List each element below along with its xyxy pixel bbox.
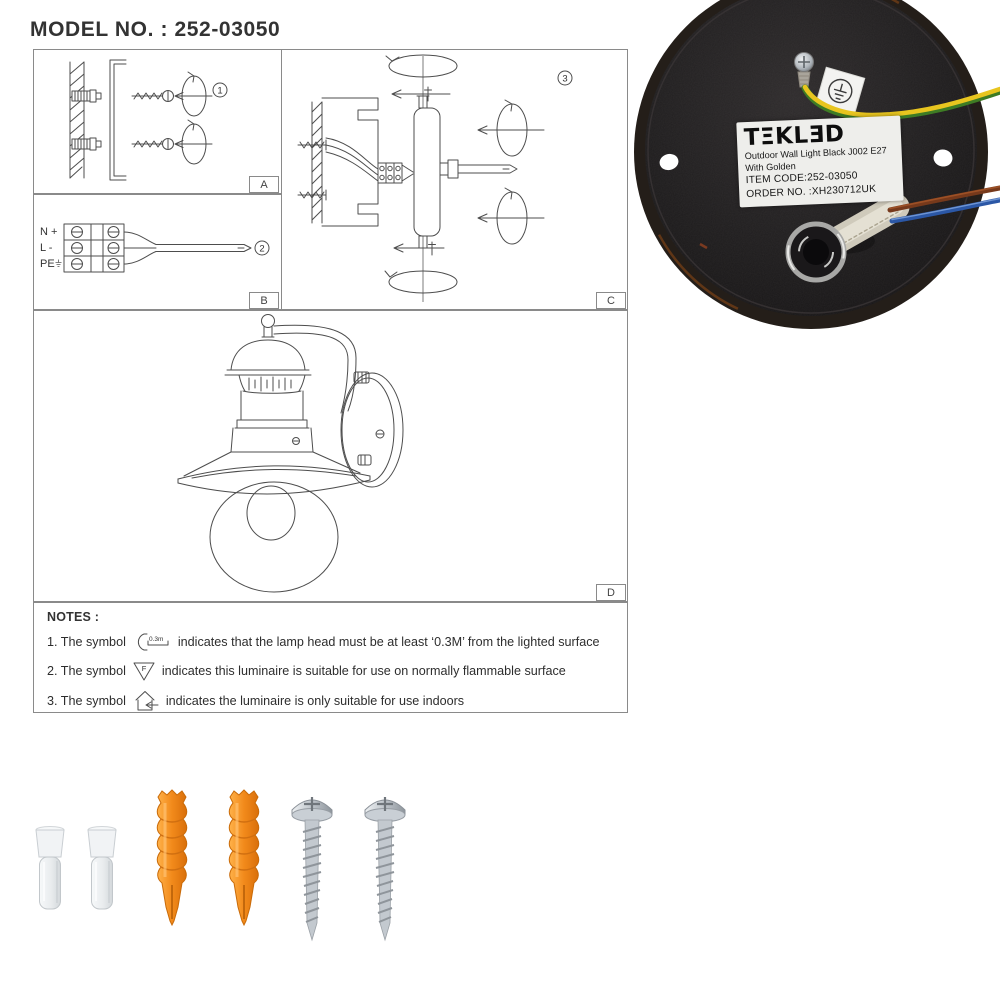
svg-text:F: F: [141, 664, 147, 673]
terminal-label-earth: PE: [40, 258, 55, 270]
panel-label-c: C: [596, 292, 626, 309]
power-cable: [440, 160, 517, 178]
svg-text:0.3m: 0.3m: [148, 636, 164, 643]
panel-d-lamp-illustration: [34, 310, 629, 601]
note-prefix: 2. The symbol: [47, 664, 126, 678]
notes-heading: NOTES :: [47, 610, 100, 624]
terminal-block-icon: [64, 224, 124, 272]
label-line-item-code: ITEM CODE:252-03050: [745, 170, 858, 187]
svg-text:3: 3: [562, 73, 568, 85]
cable-wires: [124, 232, 251, 264]
svg-text:2: 2: [259, 243, 265, 255]
panel-b-wiring-diagram: [34, 194, 282, 309]
svg-text:1: 1: [217, 85, 223, 97]
mounting-screw: [292, 797, 332, 940]
step-marker-3: [558, 71, 572, 85]
note-prefix: 3. The symbol: [47, 693, 126, 708]
terminal-label-neutral: N +: [40, 226, 58, 238]
mounting-screw: [365, 797, 405, 940]
note-item: [47, 660, 629, 682]
rotation-arrow: [478, 188, 544, 244]
wire-connector-cap: [36, 827, 64, 910]
panel-label-d: D: [596, 584, 626, 601]
backplate-icon: [414, 96, 440, 248]
wire-connector-cap: [88, 827, 116, 910]
note-item: [47, 631, 629, 653]
brand-logo: TΞKLƎD: [743, 120, 845, 152]
flammable-surface-icon: [132, 660, 156, 682]
product-label: [736, 116, 903, 208]
note-text: indicates this luminaire is suitable for use on normally flammable surface: [161, 664, 566, 678]
wall-plug-anchor: [157, 790, 187, 925]
indoor-use-icon: [132, 689, 160, 712]
hardware-kit-photo: [25, 775, 425, 975]
wall-hatch: [70, 62, 84, 178]
mounting-bracket-icon: [110, 60, 126, 180]
rotation-arrow: [386, 55, 457, 77]
note-prefix: 1. The symbol: [47, 635, 126, 649]
panel-label-a: A: [249, 176, 279, 193]
note-text: indicates the luminaire is only suitable for use indoors: [165, 693, 465, 708]
terminal-label-live: L -: [40, 242, 53, 254]
panel-a-wall-fixing-diagram: [34, 50, 282, 193]
rotation-arrow: [478, 100, 544, 156]
screw-icon: [132, 91, 174, 102]
terminal-block-icon: [378, 163, 413, 183]
note-text: indicates that the lamp head must be at least ‘0.3M’ from the lighted surface: [177, 635, 600, 649]
wires-to-terminal: [326, 138, 378, 181]
wall-plug-icon: [72, 90, 101, 102]
rotation-arrow: [175, 120, 212, 164]
thumbscrew-icon: [358, 455, 371, 465]
wall-plug-anchor: [229, 790, 259, 925]
page-title: MODEL NO. : 252-03050: [30, 18, 281, 41]
wall-hatch: [312, 102, 322, 223]
label-line: Outdoor Wall Light Black J002 E27: [744, 145, 887, 162]
loosen-arrow-with-screw: [392, 87, 450, 101]
rotation-arrow: [175, 72, 212, 116]
label-line-order-no: ORDER NO. :XH230712UK: [746, 183, 877, 200]
mounting-bracket-icon: [322, 98, 378, 226]
panel-c-assembly-diagram: [282, 50, 629, 309]
note-item: [47, 689, 629, 712]
wall-plug-icon: [72, 138, 101, 150]
rotation-arrow: [385, 271, 457, 293]
wall-lantern-drawing: [178, 315, 403, 593]
instruction-diagram-grid: [33, 49, 628, 713]
step-marker-2: [255, 241, 269, 255]
product-photo-backplate: [628, 0, 1000, 352]
minimum-distance-icon: [132, 631, 172, 653]
notes-section: [34, 601, 629, 714]
panel-label-b: B: [249, 292, 279, 309]
step-marker-1: [213, 83, 227, 97]
screw-icon: [132, 139, 174, 150]
earth-symbol-icon: [56, 260, 62, 267]
label-line: With Golden: [745, 161, 796, 174]
